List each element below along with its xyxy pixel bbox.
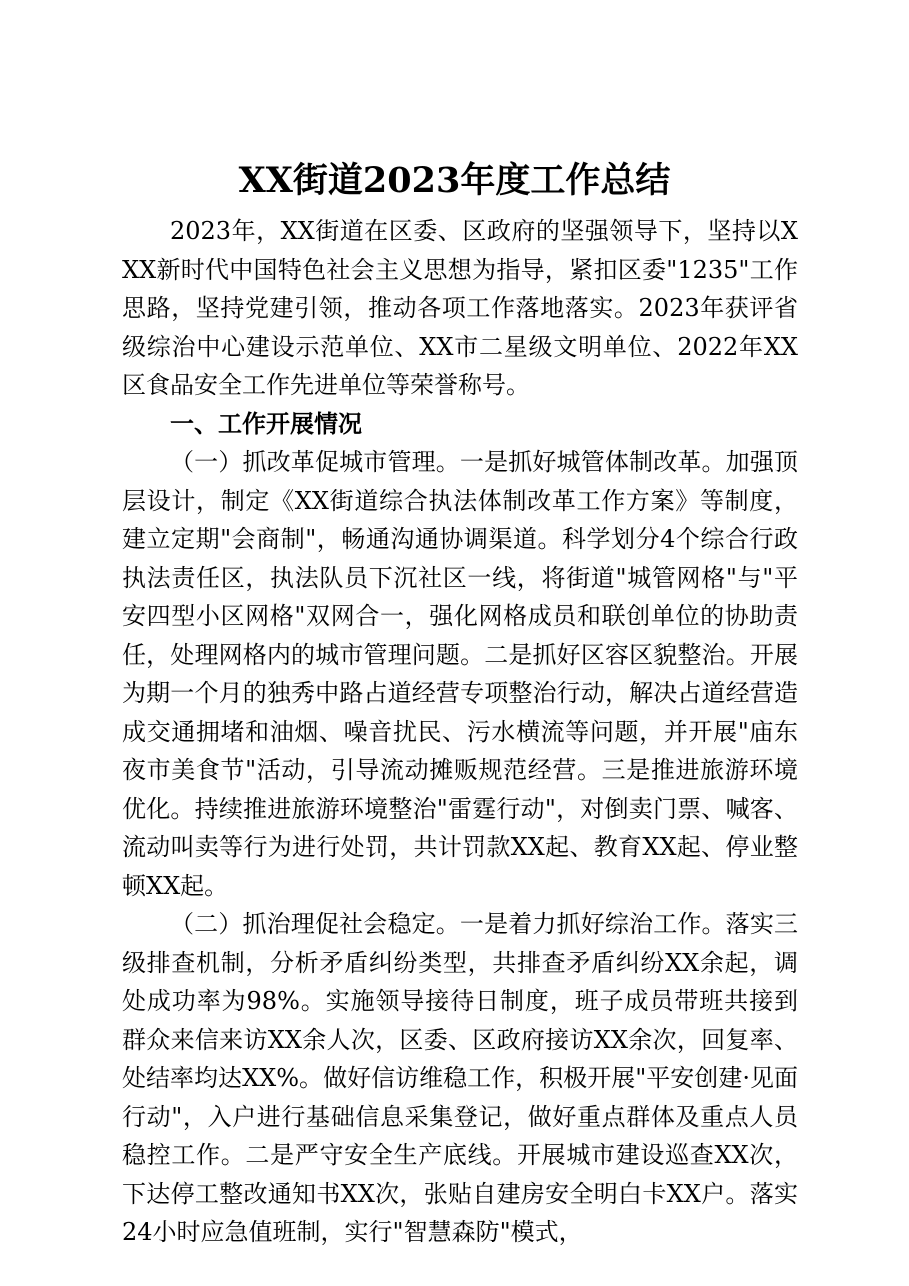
document-title: XX街道2023年度工作总结 <box>238 160 671 201</box>
intro-paragraph: 2023年，XX街道在区委、区政府的坚强领导下，坚持以XXX新时代中国特色社会主义思想为指导，紧扣区委"1235"工作思路，坚持党建引领，推动各项工作落地落实。2023年获评省级综治中心建设示范单位、XX市二星级文明单位、2022年XX区食品安全工作先进单位等荣誉称号。 <box>122 217 798 399</box>
paragraph-urban-management: （一）抓改革促城市管理。一是抓好城管体制改革。加强顶层设计，制定《XX街道综合执法体制改革工作方案》等制度，建立定期"会商制"，畅通沟通协调渠道。科学划分4个综合行政执法责任区，执法队员下沉社区一线，将街道"城管网格"与"平安四型小区网格"双网合一，强化网格成员和联创单位的协助责任，处理网格内的城市管理问题。二是抓好区容区貌整治。开展为期一个月的独秀中路占道经营专项整治行动，解决占道经营造成交通拥堵和油烟、噪音扰民、污水横流等问题，并开展"庙东夜市美食节"活动，引导流动摊贩规范经营。三是推进旅游环境优化。持续推进旅游环境整治"雷霆行动"，对倒卖门票、喊客、流动叫卖等行为进行处罚，共计罚款XX起、教育XX起、停业整顿XX起。 <box>122 448 798 900</box>
document-body <box>122 212 798 1252</box>
paragraph-social-stability: （二）抓治理促社会稳定。一是着力抓好综治工作。落实三级排查机制，分析矛盾纠纷类型，共排查矛盾纠纷XX余起，调处成功率为98%。实施领导接待日制度，班子成员带班共接到群众来信来访XX余人次，区委、区政府接访XX余次，回复率、处结率均达XX%。做好信访维稳工作，积极开展"平安创建·见面行动"，入户进行基础信息采集登记，做好重点群体及重点人员稳控工作。二是严守安全生产底线。开展城市建设巡查XX次，下达停工整改通知书XX次，张贴自建房安全明白卡XX户。落实24小时应急值班制，实行"智慧森防"模式， <box>122 910 798 1246</box>
section-heading: 一、工作开展情况 <box>170 409 362 438</box>
